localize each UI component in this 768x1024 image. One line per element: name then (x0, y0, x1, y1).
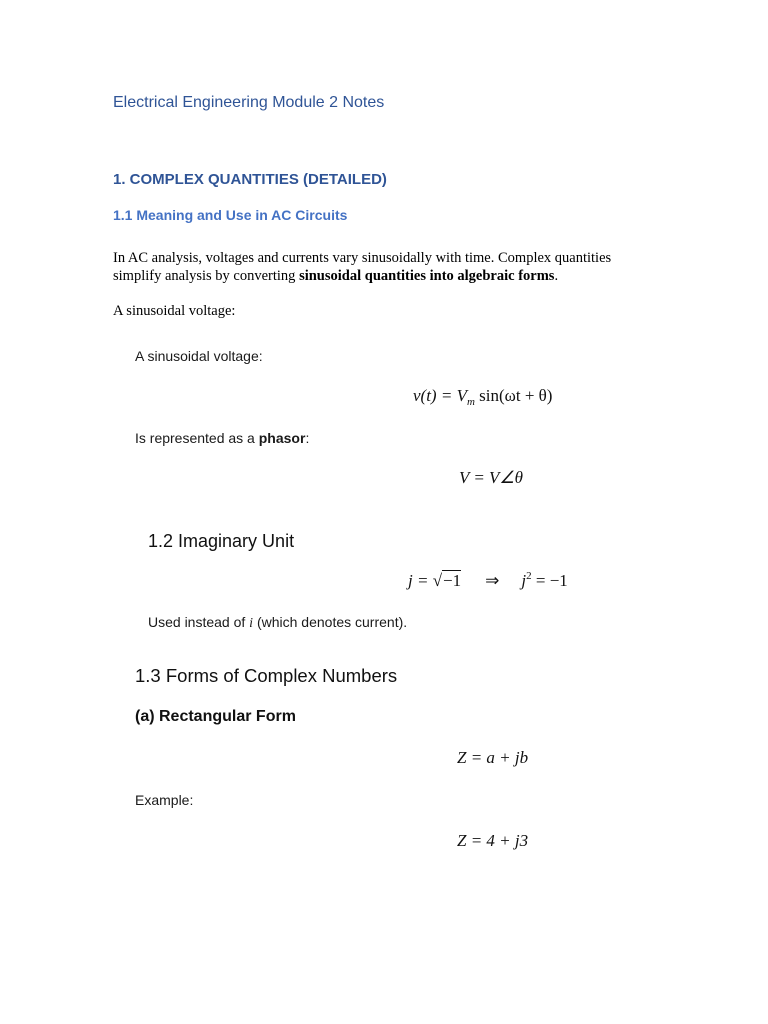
imag-eq-exponent: 2 (526, 570, 532, 582)
used-instead-suffix: (which denotes current). (253, 614, 408, 630)
voltage-equation (413, 386, 552, 408)
voltage-eq-rest: sin(ωt + θ) (474, 386, 553, 405)
intro-text-1: In AC analysis, voltages and currents vary sinusoidally with time. Complex quantities simplify analysis by converting (113, 250, 612, 284)
subsection-heading: 1.1 Meaning and Use in AC Circuits (113, 207, 348, 223)
intro-paragraph (113, 249, 653, 285)
imaginary-unit-heading: 1.2 Imaginary Unit (148, 531, 295, 551)
intro-text-2: . (554, 268, 559, 284)
implies-arrow: ⇒ (485, 571, 500, 590)
section-heading: 1. COMPLEX QUANTITIES (DETAILED) (113, 171, 387, 188)
phasor-eq-text: V = V∠θ (459, 468, 524, 487)
phasor-label-bold: phasor (258, 430, 306, 446)
imaginary-unit-equation (408, 570, 568, 591)
forms-heading: 1.3 Forms of Complex Numbers (135, 665, 398, 686)
imag-eq-left: j = √ (408, 571, 443, 590)
voltage-label: A sinusoidal voltage: (113, 303, 236, 319)
rectangular-equation (457, 748, 528, 768)
imag-eq-right-j: j (521, 571, 527, 590)
rectangular-form-heading: (a) Rectangular Form (135, 708, 296, 725)
voltage-eq-subscript: m (466, 396, 475, 408)
phasor-label-suffix: : (305, 430, 310, 446)
example-eq-text: Z = 4 + j3 (457, 831, 529, 850)
imag-eq-right-value: = −1 (531, 571, 568, 590)
rect-eq-text: Z = a + jb (457, 748, 529, 767)
example-label: Example: (135, 792, 194, 808)
sinusoidal-label: A sinusoidal voltage: (135, 348, 263, 364)
imag-eq-radicand: −1 (443, 571, 462, 590)
voltage-eq-main: v(t) = V (413, 386, 467, 405)
example-equation (457, 831, 528, 851)
phasor-label (135, 430, 309, 446)
used-instead-note (148, 614, 407, 632)
phasor-equation (459, 468, 523, 488)
used-instead-prefix: Used instead of (148, 614, 250, 630)
document-title: Electrical Engineering Module 2 Notes (113, 94, 385, 111)
phasor-label-prefix: Is represented as a (135, 430, 259, 446)
intro-text-bold: sinusoidal quantities into algebraic forms (299, 268, 555, 284)
used-instead-variable: i (249, 616, 254, 631)
